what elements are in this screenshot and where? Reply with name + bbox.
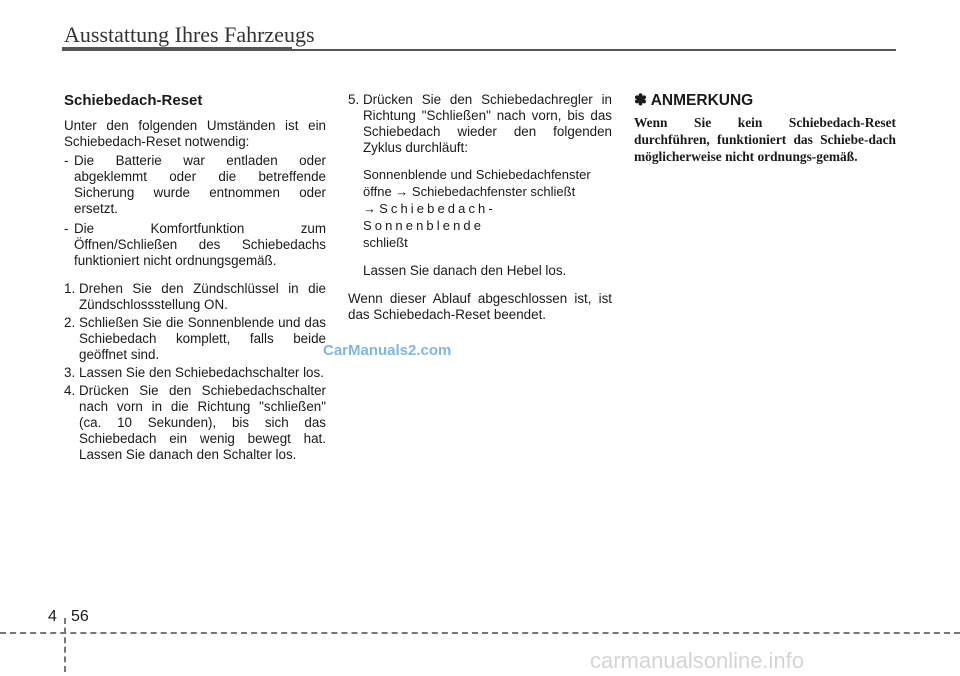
step-item — [348, 92, 612, 156]
step-text: Schließen Sie die Sonnenblende und das Schiebedach komplett, falls beide geöffnet sind. — [79, 315, 326, 362]
page-number: 56 — [71, 608, 89, 625]
footer-rule — [0, 632, 960, 634]
section-heading: Schiebedach-Reset — [64, 92, 203, 109]
column-left — [64, 92, 326, 465]
step-number: 5. — [348, 92, 360, 107]
note-heading-label: ANMERKUNG — [650, 92, 754, 109]
condition-text: Die Batterie war entladen oder abgeklemmt oder die betreffende Sicherung wurde entnommen oder ersetzt. — [74, 153, 326, 216]
step-number: 2. — [64, 315, 76, 330]
intro-paragraph: Unter den folgenden Umständen ist ein Schiebedach-Reset notwendig: — [64, 118, 326, 149]
condition-item — [64, 221, 326, 269]
step-number: 1. — [64, 281, 76, 296]
page-header-title: Ausstattung Ihres Fahrzeugs — [64, 22, 315, 47]
header-rule — [62, 49, 896, 51]
cycle-line: →Schiebedach-Sonnenblende — [363, 201, 496, 233]
chapter-number: 4 — [48, 608, 57, 625]
step-item — [64, 315, 326, 363]
step-item — [64, 281, 326, 313]
step-item — [64, 365, 326, 381]
column-middle — [348, 92, 612, 323]
footer-divider — [64, 618, 66, 672]
site-watermark[interactable]: carmanualsonline.info — [590, 648, 805, 673]
watermark-link[interactable]: CarManuals2.com — [323, 342, 452, 359]
step-number: 3. — [64, 365, 76, 380]
release-instruction: Lassen Sie danach den Hebel los. — [363, 263, 567, 278]
step-text: Drücken Sie den Schiebedachschalter nach vorn in die Richtung "schließen" (ca. 10 Sekunden), bis sich das Schiebedach ein wenig bewegt hat. Lassen Sie danach den Schalter los. — [79, 383, 326, 462]
dash-marker: - — [64, 153, 69, 168]
cycle-line: öffne → Schiebedachfenster schließt — [363, 184, 576, 199]
condition-item — [64, 153, 326, 217]
dash-marker: - — [64, 221, 69, 236]
step-number: 4. — [64, 383, 76, 398]
summary-paragraph: Wenn dieser Ablauf abgeschlossen ist, ist das Schiebedach-Reset beendet. — [348, 291, 612, 322]
note-text: Wenn Sie kein Schiebedach-Reset durchführen, funktioniert das Schiebe-dach möglicherweise nicht ordnungs-gemäß. — [634, 115, 896, 164]
column-right-note — [634, 92, 896, 165]
step-text: Drücken Sie den Schiebedachregler in Richtung "Schließen" nach vorn, bis das Schiebedach wieder den folgenden Zyklus durchläuft: — [363, 92, 612, 155]
step-text: Drehen Sie den Zündschlüssel in die Zündschlossstellung ON. — [79, 281, 326, 312]
step-text: Lassen Sie den Schiebedachschalter los. — [79, 365, 324, 380]
condition-text: Die Komfortfunktion zum Öffnen/Schließen des Schiebedachs funktioniert nicht ordnungsgemäß. — [74, 221, 326, 268]
cycle-line: schließt — [363, 235, 408, 250]
cycle-line: Sonnenblende und Schiebedachfenster — [363, 167, 591, 182]
note-heading — [634, 92, 896, 110]
cycle-description — [363, 166, 612, 251]
step-item — [64, 383, 326, 463]
asterisk-icon: ✽ — [634, 92, 647, 109]
